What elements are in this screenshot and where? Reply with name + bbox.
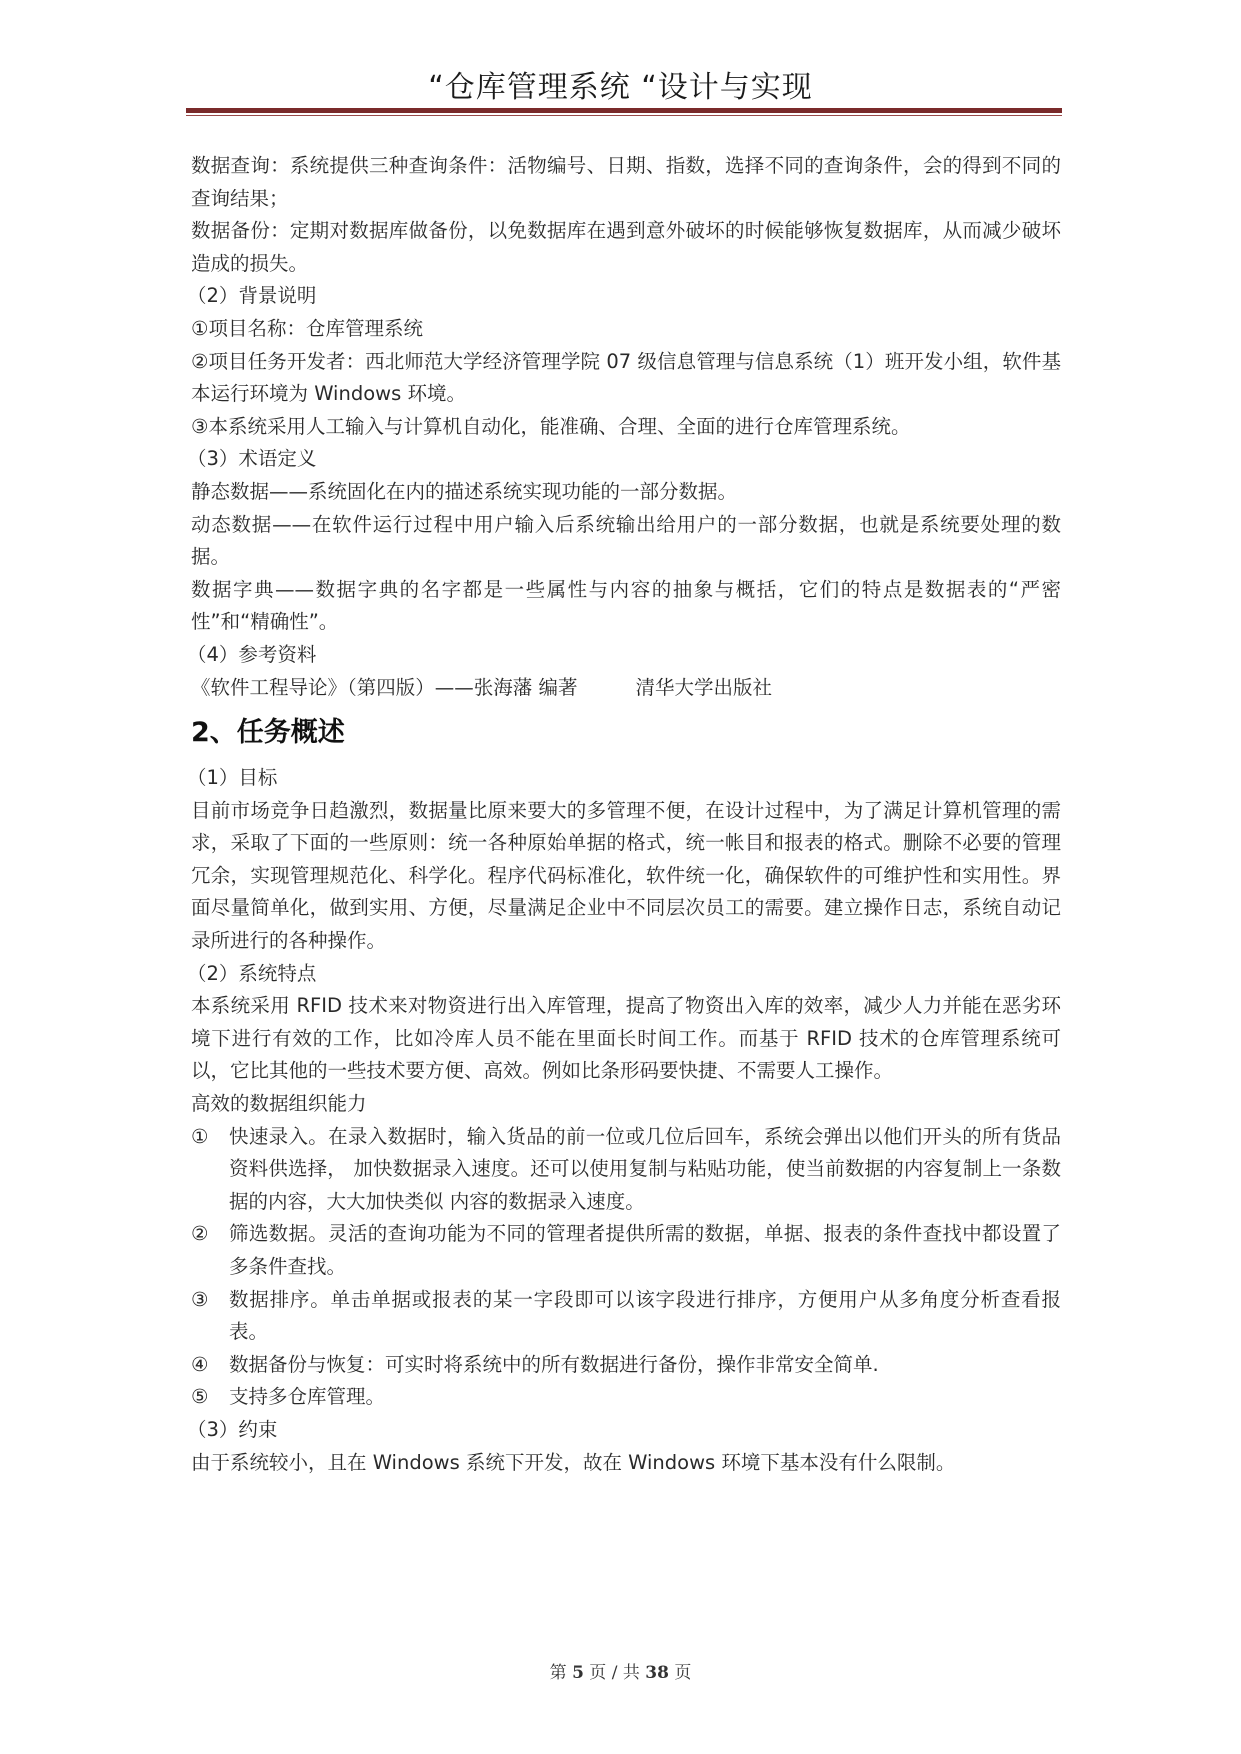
footer-middle: 页 / 共 xyxy=(583,1663,646,1683)
reference-book: 《软件工程导论》（第四版）——张海藩 编著 xyxy=(191,675,578,699)
subheading-goal: （1）目标 xyxy=(187,766,278,790)
paragraph-project-name: ①项目名称：仓库管理系统 xyxy=(191,316,423,340)
footer-suffix: 页 xyxy=(668,1663,692,1683)
paragraph-project-developer: ②项目任务开发者：西北师范大学经济管理学院 07 级信息管理与信息系统（1）班开发小组，软件基本运行环境为 Windows 环境。 xyxy=(191,349,1061,406)
list-item xyxy=(191,1284,1061,1349)
list-item-marker: ③ xyxy=(191,1287,209,1311)
subheading-features: （2）系统特点 xyxy=(187,961,317,985)
subheading-terms: （3）术语定义 xyxy=(187,447,317,471)
list-item-text: 筛选数据。灵活的查询功能为不同的管理者提供所需的数据，单据、报表的条件查找中都设置了多条件查找。 xyxy=(229,1222,1061,1278)
subheading-constraints: （3）约束 xyxy=(187,1417,278,1441)
list-item xyxy=(191,1121,1061,1219)
list-item-marker: ④ xyxy=(191,1352,209,1376)
header-rule-thick xyxy=(186,108,1062,113)
paragraph-term-dynamic: 动态数据——在软件运行过程中用户输入后系统输出给用户的一部分数据，也就是系统要处理的数据。 xyxy=(191,512,1061,569)
paragraph-project-method: ③本系统采用人工输入与计算机自动化，能准确、合理、全面的进行仓库管理系统。 xyxy=(191,414,911,438)
subheading-references: （4）参考资料 xyxy=(187,642,317,666)
page-footer xyxy=(0,1658,1241,1683)
document-header-title: “仓库管理系统 “设计与实现 xyxy=(428,70,813,105)
list-item xyxy=(191,1381,1061,1414)
paragraph-constraints: 由于系统较小，且在 Windows 系统下开发，故在 Windows 环境下基本没有什么限制。 xyxy=(191,1450,956,1474)
paragraph-features: 本系统采用 RFID 技术来对物资进行出入库管理，提高了物资出入库的效率，减少人力并能在恶劣环境下进行有效的工作，比如冷库人员不能在里面长时间工作。而基于 RFID 技术的仓库管理系统可以，它比其他的一些技术要方便、高效。例如比条形码要快捷、不需要人工操作。 xyxy=(191,994,1061,1083)
reference-publisher: 清华大学出版社 xyxy=(635,675,772,699)
page-content xyxy=(187,150,1061,1479)
paragraph-data-backup: 数据备份：定期对数据库做备份，以免数据库在遇到意外破坏的时候能够恢复数据库，从而减少破坏造成的损失。 xyxy=(191,219,1061,275)
paragraph-goal: 目前市场竞争日趋激烈，数据量比原来要大的多管理不便，在设计过程中，为了满足计算机管理的需求，采取了下面的一些原则：统一各种原始单据的格式，统一帐目和报表的格式。删除不必要的管理冗余，实现管理规范化、科学化。程序代码标准化，软件统一化，确保软件的可维护性和实用性。界面尽量简单化，做到实用、方便，尽量满足企业中不同层次员工的需要。建立操作日志，系统自动记录所进行的各种操作。 xyxy=(191,798,1061,953)
paragraph-term-static: 静态数据——系统固化在内的描述系统实现功能的一部分数据。 xyxy=(191,479,738,503)
footer-total-pages: 38 xyxy=(645,1663,669,1683)
list-item-marker: ② xyxy=(191,1222,209,1246)
capability-title: 高效的数据组织能力 xyxy=(191,1092,367,1116)
footer-prefix: 第 xyxy=(549,1663,573,1683)
footer-page-number: 5 xyxy=(572,1663,584,1683)
list-item-marker: ⑤ xyxy=(191,1385,209,1409)
paragraph-term-dictionary: 数据字典——数据字典的名字都是一些属性与内容的抽象与概括，它们的特点是数据表的“严密性”和“精确性”。 xyxy=(191,577,1061,634)
list-item-text: 快速录入。在录入数据时，输入货品的前一位或几位后回车，系统会弹出以他们开头的所有货品资料供选择， 加快数据录入速度。还可以使用复制与粘贴功能，使当前数据的内容复制上一条数据的内容，大大加快类似 内容的数据录入速度。 xyxy=(229,1124,1061,1213)
header-rule-thin xyxy=(186,115,1062,116)
list-item xyxy=(191,1218,1061,1283)
subheading-background: （2）背景说明 xyxy=(187,284,317,308)
list-item-text: 支持多仓库管理。 xyxy=(229,1385,386,1409)
list-item xyxy=(191,1349,1061,1382)
reference-entry xyxy=(191,672,1061,705)
list-item-marker: ① xyxy=(191,1124,209,1148)
list-item-text: 数据排序。单击单据或报表的某一字段即可以该字段进行排序，方便用户从多角度分析查看报表。 xyxy=(229,1287,1061,1344)
list-item-text: 数据备份与恢复：可实时将系统中的所有数据进行备份，操作非常安全简单. xyxy=(229,1352,879,1376)
section-heading-task-overview: 2、任务概述 xyxy=(191,717,345,749)
paragraph-data-query: 数据查询：系统提供三种查询条件：活物编号、日期、指数，选择不同的查询条件，会的得到不同的查询结果； xyxy=(191,154,1061,210)
